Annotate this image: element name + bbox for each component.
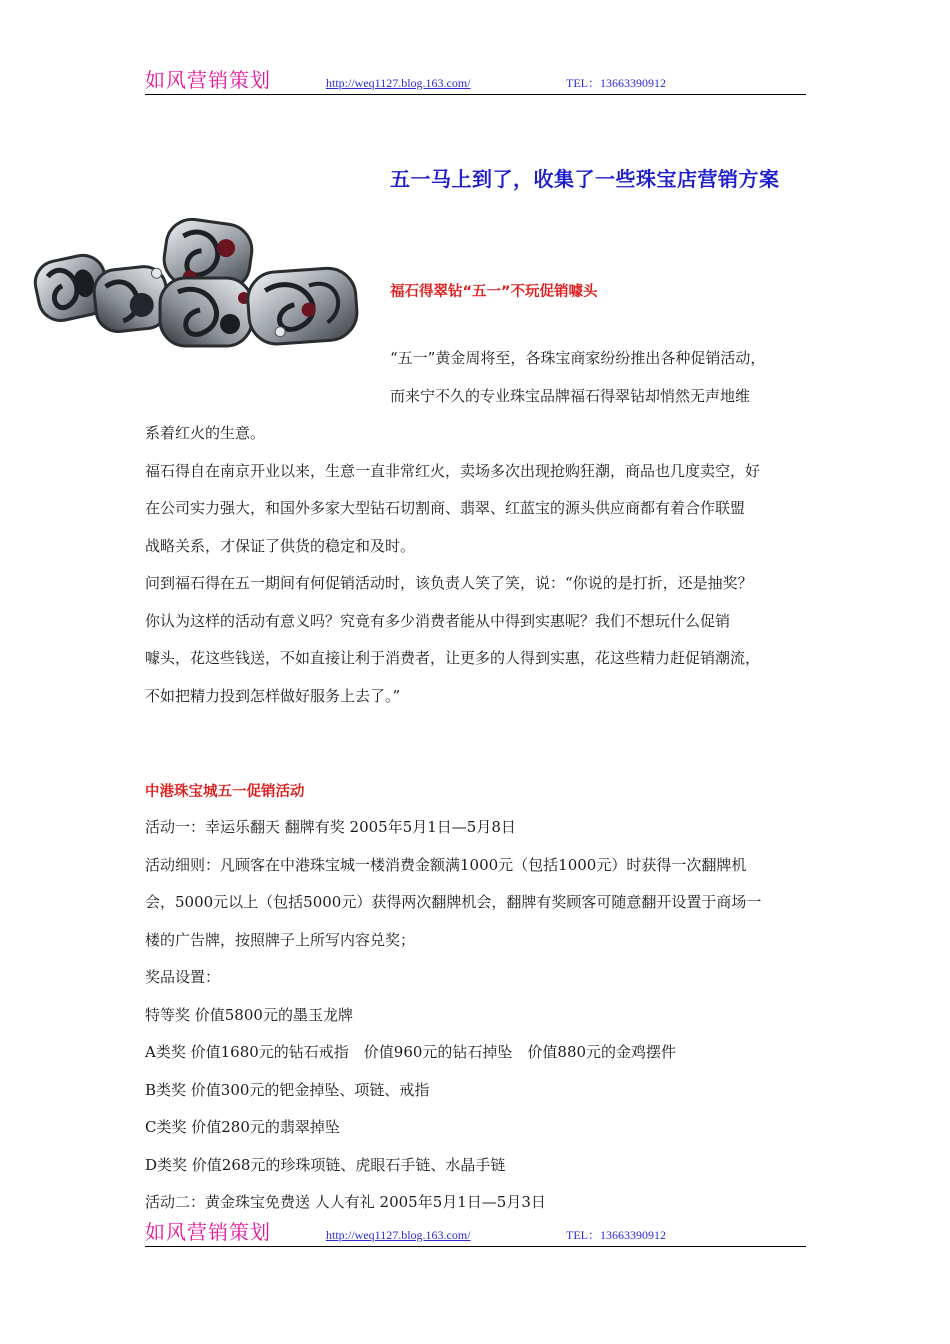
text-line: D类奖 价值268元的珍珠项链、虎眼石手链、水晶手链 (145, 1155, 506, 1174)
telephone: TEL：13663390912 (566, 76, 666, 90)
blog-link[interactable]: http://weq1127.blog.163.com/ (326, 1228, 471, 1242)
page-header (145, 70, 806, 95)
text-line: 活动一：幸运乐翻天 翻牌有奖 2005年5月1日—5月8日 (145, 818, 516, 836)
brand-name: 如风营销策划 (145, 68, 271, 92)
page-footer-header (145, 1222, 806, 1247)
text-line: 系着红火的生意。 (145, 424, 266, 442)
text-line: A类奖 价值1680元的钻石戒指 价值960元的钻石掉坠 价值880元的金鸡摆件 (145, 1043, 677, 1061)
text-line: B类奖 价值300元的钯金掉坠、项链、戒指 (145, 1080, 430, 1099)
text-line: 战略关系，才保证了供货的稳定和及时。 (145, 536, 416, 555)
section2-body (145, 809, 761, 1222)
text-line: 活动二：黄金珠宝免费送 人人有礼 2005年5月1日—5月3日 (145, 1193, 546, 1211)
jewelry-bracelet-image (20, 212, 365, 364)
section1-intro-paragraph (390, 340, 765, 415)
text-line: 会，5000元以上（包括5000元）获得两次翻牌机会，翻牌有奖顾客可随意翻开设置于商场一 (145, 893, 762, 911)
text-line: 问到福石得在五一期间有何促销活动时，该负责人笑了笑，说：“你说的是打折，还是抽奖？ (145, 574, 753, 592)
text-line: “五一”黄金周将至，各珠宝商家纷纷推出各种促销活动， (390, 349, 766, 367)
text-line: 不如把精力投到怎样做好服务上去了。” (145, 686, 401, 705)
text-line: 活动细则：凡顾客在中港珠宝城一楼消费金额满1000元（包括1000元）时获得一次翻牌机 (145, 855, 747, 874)
section1-body (145, 415, 760, 715)
text-line: 特等奖 价值5800元的墨玉龙牌 (145, 1005, 353, 1024)
text-line: 奖品设置： (145, 968, 221, 986)
section-heading-zhonggang: 中港珠宝城五一促销活动 (145, 784, 305, 800)
text-line: 而来宁不久的专业珠宝品牌福石得翠钻却悄然无声地维 (390, 386, 751, 405)
text-line: 福石得自在南京开业以来，生意一直非常红火，卖场多次出现抢购狂潮，商品也几度卖空，好 (145, 461, 761, 480)
blog-link[interactable]: http://weq1127.blog.163.com/ (326, 76, 471, 90)
telephone: TEL：13663390912 (566, 1228, 666, 1242)
text-line: 楼的广告牌，按照牌子上所写内容兑奖； (145, 930, 416, 949)
text-line: 在公司实力强大，和国外多家大型钻石切割商、翡翠、红蓝宝的源头供应商都有着合作联盟 (145, 499, 746, 517)
page-title: 五一马上到了，收集了一些珠宝店营销方案 (390, 167, 780, 191)
section-heading-fushide: 福石得翠钻“五一”不玩促销噱头 (390, 284, 598, 300)
text-line: 你认为这样的活动有意义吗？究竟有多少消费者能从中得到实惠呢？我们不想玩什么促销 (145, 611, 731, 630)
brand-name: 如风营销策划 (145, 1220, 271, 1244)
text-line: C类奖 价值280元的翡翠掉坠 (145, 1118, 340, 1136)
text-line: 噱头，花这些钱送，不如直接让利于消费者，让更多的人得到实惠，花这些精力赶促销潮流， (145, 649, 761, 667)
